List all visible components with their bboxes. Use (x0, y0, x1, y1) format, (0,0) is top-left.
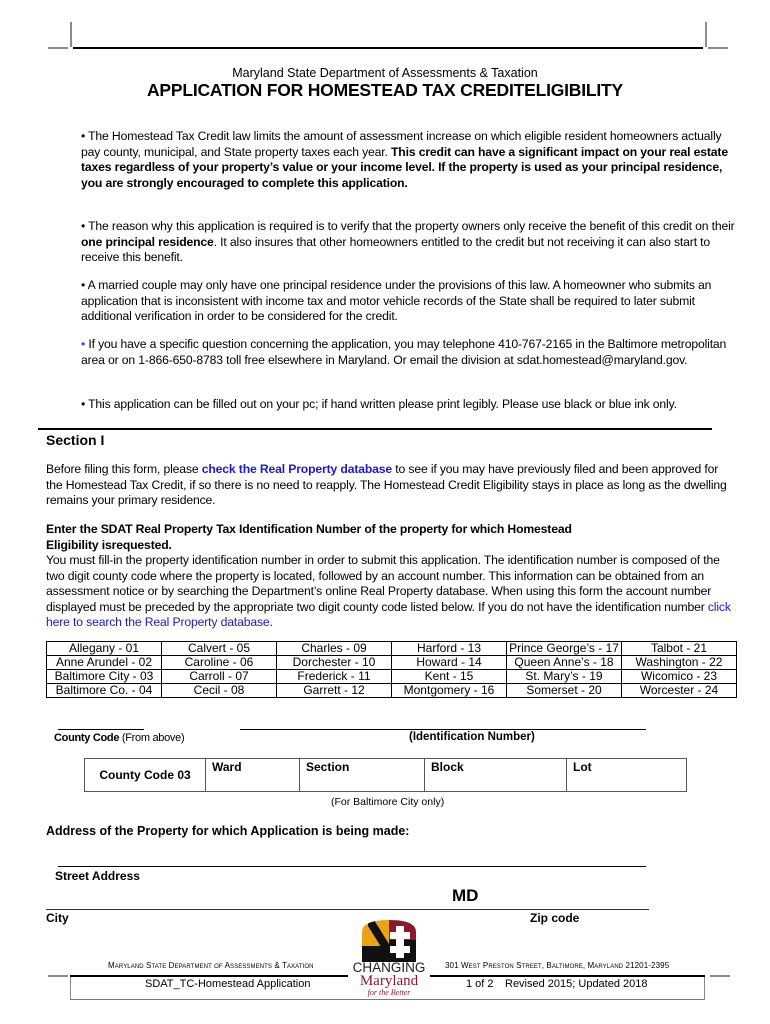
city-zip-field[interactable] (46, 909, 649, 910)
table-row (47, 656, 737, 670)
intro-p1-bold: This credit can have a significant impact on your real estate taxes regardless of your property’s value or your income level. If the property is used as your principal residence, you are strongly encouraged to complete this application. (81, 144, 728, 190)
intro-p1-text: • The Homestead Tax Credit law limits the amount of assessment increase on which eligible resident homeowners actually pay county, municipal, and State property taxes each year. (81, 129, 722, 159)
intro-p4-text: If you have a specific question concerning the application, you may telephone 410-767-2165 in the Baltimore metropolitan area or on 1-866-650-8783 toll free elsewhere in Maryland. Or email the division at sdat.homestead@maryland.gov. (81, 337, 727, 367)
county-cell: Allegany - 01 (47, 642, 162, 656)
logo-maryland: Maryland (359, 973, 419, 989)
crop-mark-bottom-left-h (48, 975, 68, 977)
footer-page-number: 1 of 2 (466, 978, 494, 990)
crop-mark-bottom-right-v (704, 977, 705, 999)
county-cell: Somerset - 20 (507, 684, 622, 698)
county-cell: Dorchester - 10 (277, 656, 392, 670)
county-cell: Charles - 09 (277, 642, 392, 656)
enter-id-end: . (269, 615, 273, 629)
county-cell: Wicomico - 23 (622, 670, 737, 684)
county-cell: Baltimore City - 03 (47, 670, 162, 684)
city-label: City (46, 911, 69, 925)
footer-department: Maryland State Department of Assessments & Taxation (108, 961, 314, 970)
page-title: APPLICATION FOR HOMESTEAD TAX CREDITELIGIBILITY (146, 80, 624, 100)
enter-id-body: You must fill-in the property identification number in order to submit this application. The identification number is composed of the two digit county code where the property is located, followed by an account number. This information can be obtained from an assessment notice or by searching the Department’s online Real Property database. When using this form the account number displayed must be preceded by the appropriate two digit county code listed below. If you do not have the identification number (46, 553, 720, 614)
before-filing-paragraph (46, 462, 736, 509)
header-rule (73, 47, 703, 49)
intro-paragraph-5 (81, 397, 761, 413)
county-code-label-bold: County Code (54, 732, 120, 744)
address-heading: Address of the Property for which Application is being made: (46, 824, 410, 838)
footer-revision: Revised 2015; Updated 2018 (505, 978, 648, 990)
county-cell: Frederick - 11 (277, 670, 392, 684)
footer-rule-right (430, 975, 705, 977)
county-cell: Garrett - 12 (277, 684, 392, 698)
identification-number-field[interactable] (240, 729, 646, 730)
crop-mark-bottom-right-h (710, 975, 730, 977)
identification-number-label (409, 731, 535, 743)
county-code-field[interactable] (58, 729, 144, 730)
intro-paragraph-3 (81, 278, 741, 325)
county-cell: Talbot - 21 (622, 642, 737, 656)
block-field[interactable]: Block (425, 759, 567, 792)
maryland-flag-icon (350, 918, 428, 962)
county-cell: Anne Arundel - 02 (47, 656, 162, 670)
intro-p5-text: • This application can be filled out on your pc; if hand written please print legibly. Please use black or blue ink only. (81, 397, 677, 411)
intro-p2-text-b: . It also insures that other homeowners entitled to the credit but not receiving it can also start to receive this benefit. (81, 234, 711, 264)
zip-code-label: Zip code (530, 911, 580, 925)
changing-maryland-logo (350, 918, 428, 1000)
footer-bottom-rule (70, 999, 705, 1000)
logo-for-the-better: for the Better (367, 988, 411, 997)
county-cell: Howard - 14 (392, 656, 507, 670)
county-code-hint: (From above) (119, 732, 185, 744)
intro-p2-bold: one principal residence (81, 234, 214, 249)
baltimore-city-table (84, 758, 687, 792)
ward-field[interactable]: Ward (206, 759, 300, 792)
footer-rule-left (70, 975, 348, 977)
intro-p2-text-a: • The reason why this application is required is to verify that the property owners only receive the benefit of this credit on their (81, 219, 735, 233)
county-cell: Cecil - 08 (162, 684, 277, 698)
county-code-label (54, 732, 184, 744)
county-cell: Washington - 22 (622, 656, 737, 670)
intro-paragraph-2 (81, 219, 741, 266)
real-property-database-link[interactable]: check the Real Property database (201, 462, 393, 476)
county-cell: Montgomery - 16 (392, 684, 507, 698)
street-address-label: Street Address (55, 869, 140, 883)
enter-id-heading-text: Enter the SDAT Real Property Tax Identification Number of the property for which Homestead Eligibility isrequested. (46, 522, 572, 552)
county-cell: Kent - 15 (392, 670, 507, 684)
logo-changing: CHANGING (352, 960, 426, 975)
section-title: Section I (46, 432, 105, 448)
before-text-b: to see if you may have previously filed and been approved for the Homestead Tax Credit, if so there is no need to reapply. The Homestead Credit Eligibility stays in place as long as the dwelling remains your primary residence. (46, 462, 727, 507)
table-row (47, 642, 737, 656)
county-cell: Prince George’s - 17 (507, 642, 622, 656)
county-cell: Caroline - 06 (162, 656, 277, 670)
table-row (47, 670, 737, 684)
baltimore-city-note: (For Baltimore City only) (331, 796, 445, 808)
enter-id-paragraph (46, 553, 736, 631)
county-cell: St. Mary’s - 19 (507, 670, 622, 684)
section-field[interactable]: Section (300, 759, 425, 792)
footer-form-name: SDAT_TC-Homestead Application (145, 978, 311, 990)
county-cell: Calvert - 05 (162, 642, 277, 656)
county-cell: Worcester - 24 (622, 684, 737, 698)
table-row (85, 759, 687, 792)
street-address-field[interactable] (58, 866, 646, 867)
lot-field[interactable]: Lot (567, 759, 687, 792)
table-row (47, 684, 737, 698)
crop-mark-top-left-v (70, 22, 72, 47)
crop-mark-top-left-h (48, 47, 68, 49)
county-code-table (46, 641, 737, 698)
county-cell: Queen Anne’s - 18 (507, 656, 622, 670)
county-cell: Baltimore Co. - 04 (47, 684, 162, 698)
footer-address: 301 West Preston Street, Baltimore, Maryland 21201-2395 (445, 961, 670, 970)
state-value: MD (452, 886, 479, 905)
crop-mark-bottom-left-v (70, 977, 71, 999)
intro-p3-text: • A married couple may only have one principal residence under the provisions of this law. A homeowner who submits an application that is inconsistent with income tax and motor vehicle records of the State shall be required to later submit additional verification in order to be considered for the credit. (81, 278, 712, 323)
intro-paragraph-4 (81, 337, 741, 368)
county-code-03-cell: County Code 03 (85, 759, 206, 792)
enter-id-heading (46, 522, 606, 553)
county-cell: Harford - 13 (392, 642, 507, 656)
identification-number-label-text: (Identification Number) (409, 731, 535, 743)
agency-subtitle: Maryland State Department of Assessments & Taxation (232, 66, 538, 80)
search-database-link[interactable]: click here to search the Real Property database (46, 599, 731, 629)
section-divider (38, 428, 712, 430)
intro-paragraph-1 (81, 129, 741, 191)
blue-bullet: • (81, 337, 86, 351)
before-text-a: Before filing this form, please (46, 462, 202, 476)
county-cell: Carroll - 07 (162, 670, 277, 684)
crop-mark-top-right-h (708, 47, 728, 49)
crop-mark-top-right-v (705, 22, 707, 47)
